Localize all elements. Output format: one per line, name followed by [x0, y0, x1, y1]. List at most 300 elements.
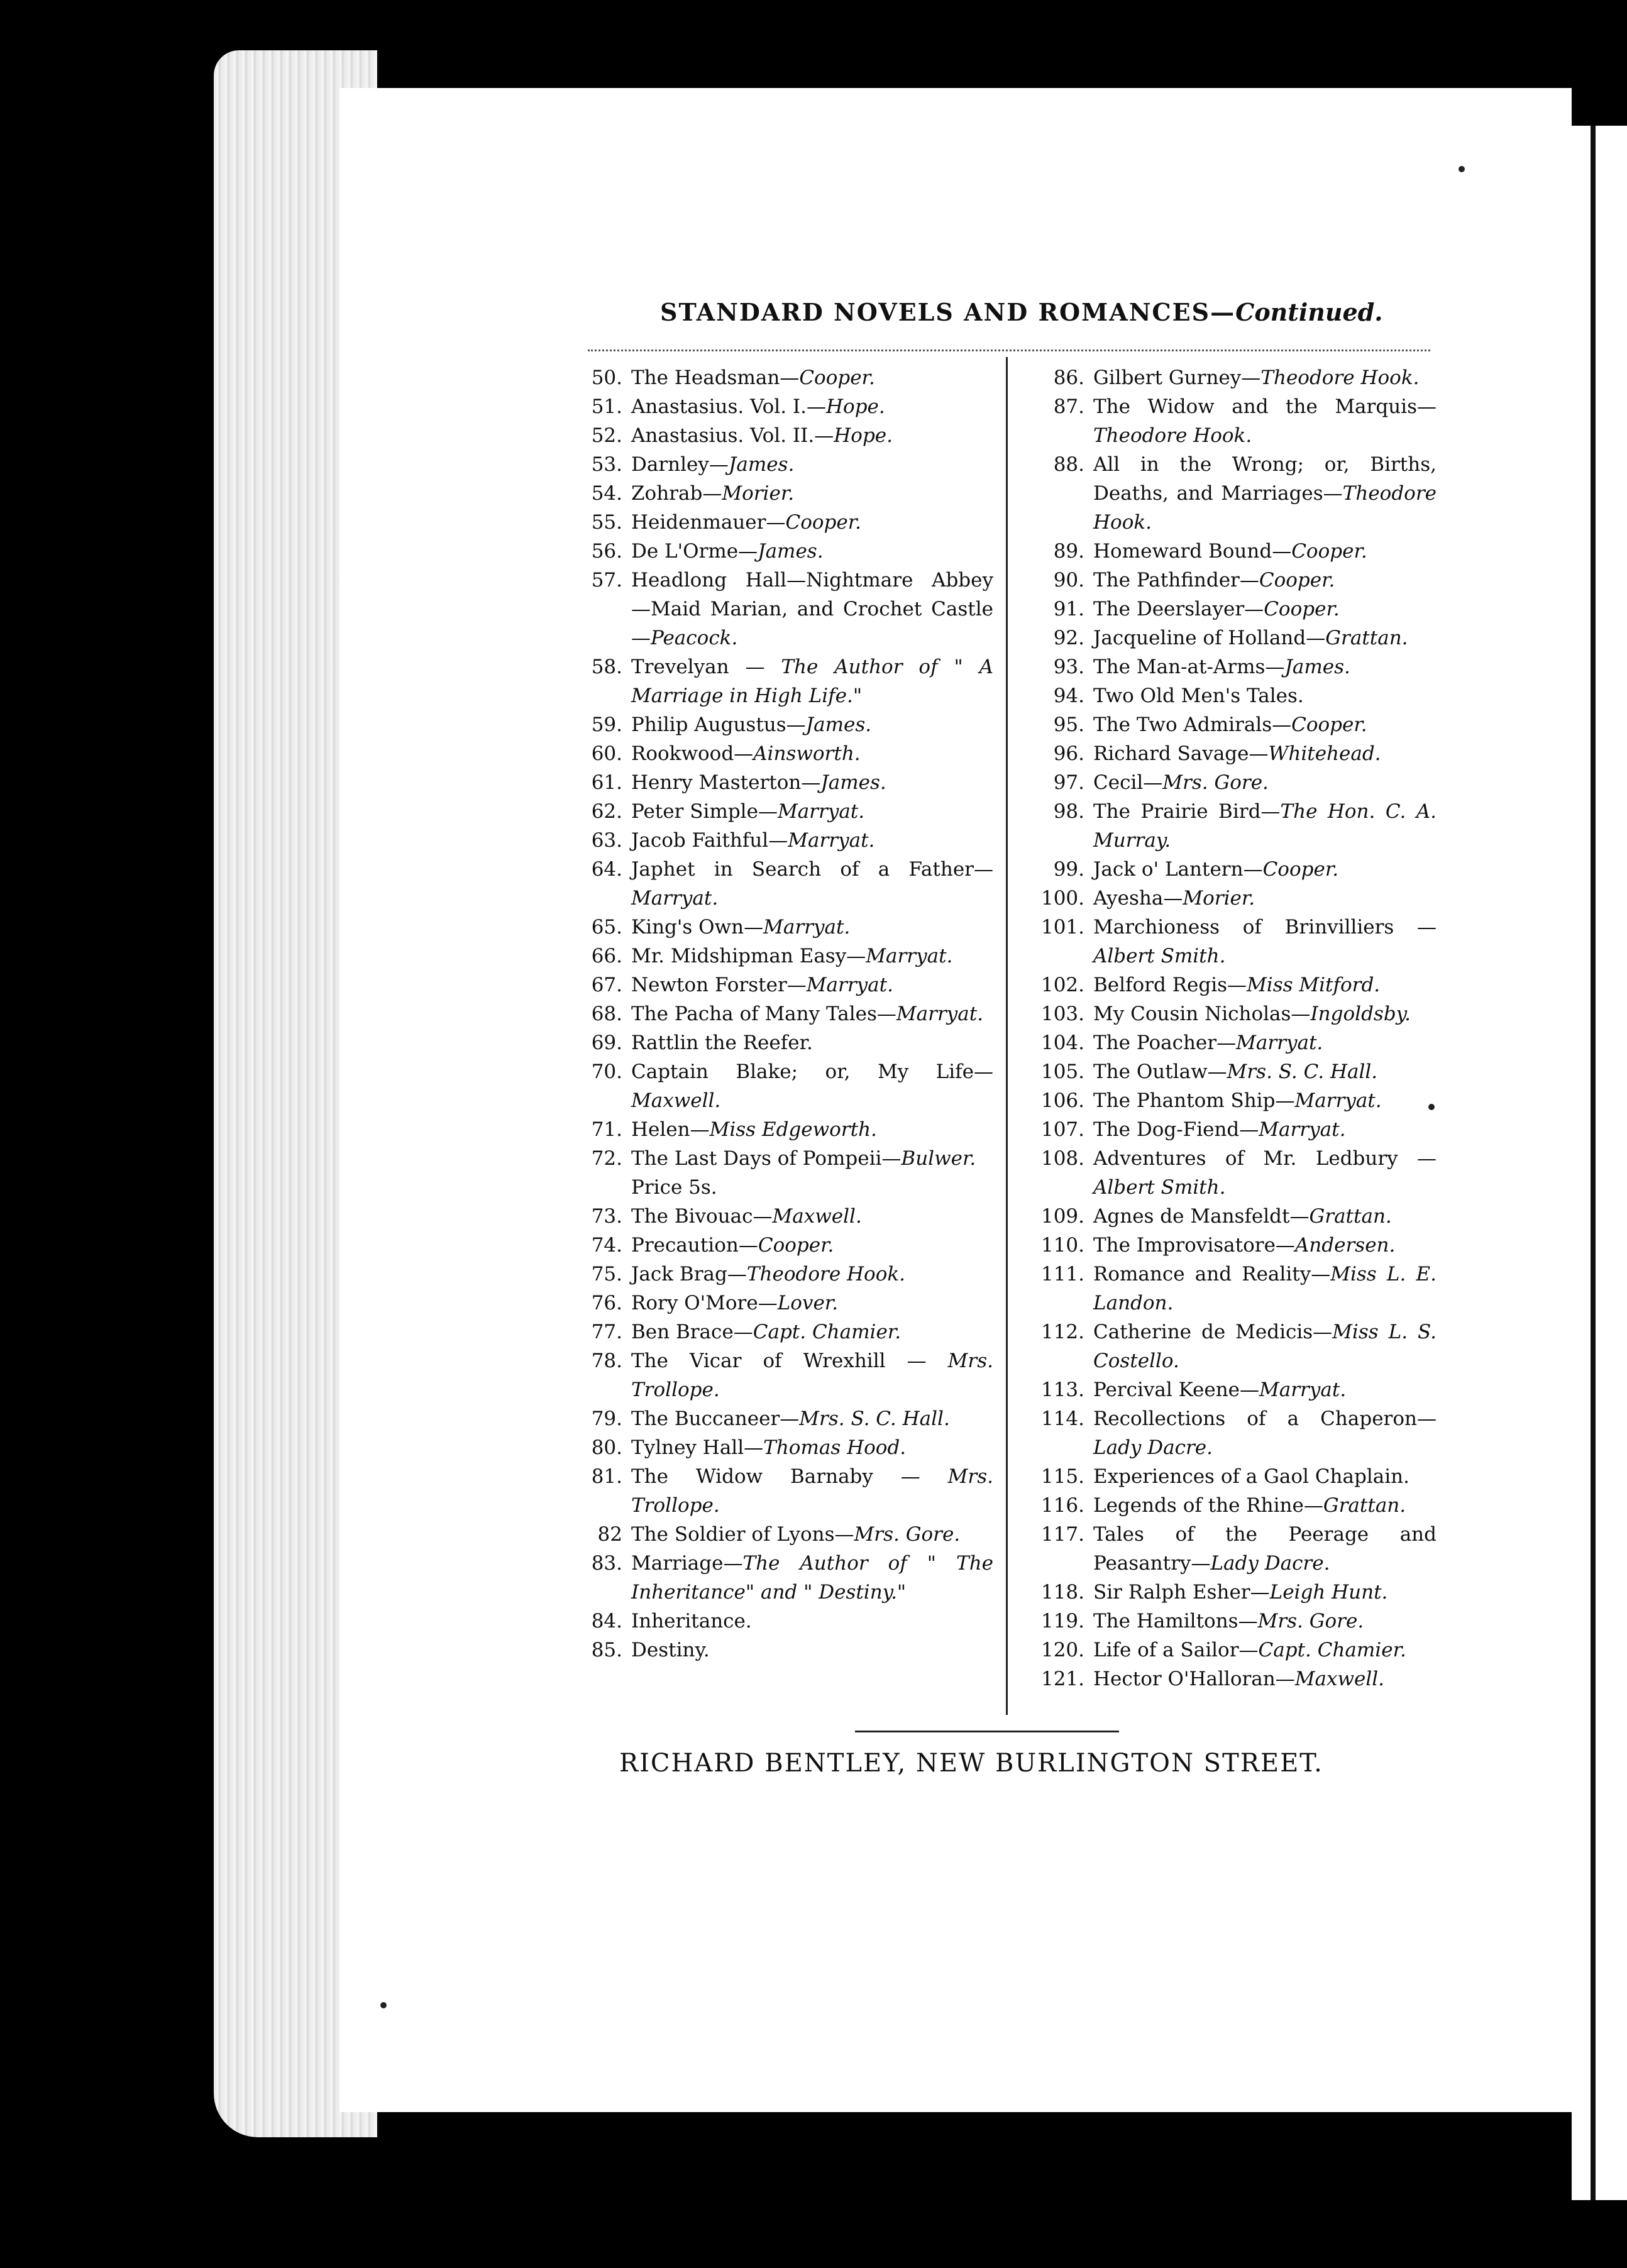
entry-title: Belford Regis—	[1093, 974, 1247, 996]
catalogue-entry	[553, 1144, 993, 1202]
entry-author: Marryat.	[763, 916, 851, 939]
entry-author: Albert Smith.	[1093, 1176, 1226, 1199]
entry-number: 98.	[1053, 800, 1084, 823]
entry-title: The Outlaw—	[1093, 1060, 1227, 1083]
entry-number: 71.	[591, 1118, 622, 1141]
entry-number: 66.	[591, 945, 622, 967]
entry-title: Two Old Men's Tales.	[1093, 685, 1304, 707]
entry-title: My Cousin Nicholas—	[1093, 1003, 1311, 1025]
catalogue-entry	[553, 363, 993, 392]
entry-author: Hope.	[834, 424, 893, 447]
entry-number: 116.	[1040, 1494, 1084, 1517]
entry-number: 96.	[1053, 742, 1084, 765]
entry-number: 67.	[591, 974, 622, 996]
entry-title: Headlong Hall—Nightmare Abbey —Maid Marian, and Crochet Castle—	[631, 569, 993, 649]
page-heading	[660, 298, 1383, 326]
entry-number: 108.	[1040, 1147, 1084, 1170]
entry-text	[1093, 1491, 1437, 1520]
entry-number: 84.	[591, 1610, 622, 1632]
entry-title: The Man-at-Arms—	[1093, 656, 1285, 678]
catalogue-entry	[1003, 392, 1437, 450]
entry-author: Thomas Hood.	[763, 1436, 907, 1459]
entry-title: Anastasius. Vol. II.—	[631, 424, 834, 447]
catalogue-entry	[553, 1346, 993, 1404]
entry-author: Bulwer.	[901, 1147, 976, 1170]
entry-author: Mrs. Trollope.	[631, 1465, 993, 1517]
entry-text	[1093, 1462, 1437, 1491]
entry-number: 112.	[1040, 1321, 1084, 1343]
catalogue-entry	[553, 1231, 993, 1260]
catalogue-entry	[553, 1549, 993, 1607]
entry-title: Recollections of a Chaperon—	[1093, 1407, 1437, 1430]
catalogue-entry	[1003, 913, 1437, 971]
entry-title: The Widow and the Marquis—	[1093, 395, 1437, 418]
entry-author: Theodore Hook.	[1093, 482, 1437, 534]
entry-number: 74.	[591, 1234, 622, 1257]
entry-title: The Pacha of Many Tales—	[631, 1003, 896, 1025]
footer-rule	[855, 1731, 1119, 1732]
catalogue-entry	[553, 855, 993, 913]
entry-title: Peter Simple—	[631, 800, 778, 823]
publisher-imprint: RICHARD BENTLEY, NEW BURLINGTON STREET.	[619, 1749, 1323, 1778]
entry-text	[631, 1144, 993, 1202]
entry-author: Marryat.	[1294, 1089, 1382, 1112]
entry-text	[631, 652, 993, 710]
entry-title: Cecil—	[1093, 771, 1163, 794]
entry-title: The Hamiltons—	[1093, 1610, 1258, 1632]
entry-author: Marryat.	[777, 800, 865, 823]
entry-text	[631, 1318, 993, 1346]
entry-author: James.	[728, 453, 795, 476]
entry-author: Leigh Hunt.	[1269, 1581, 1388, 1604]
catalogue-entry	[553, 1028, 993, 1057]
entry-author: Marryat.	[631, 887, 719, 910]
entry-number: 52.	[591, 424, 622, 447]
gutter-shadow	[1591, 126, 1596, 2200]
catalogue-entry	[553, 1404, 993, 1433]
entry-title: Trevelyan —	[631, 656, 781, 678]
entry-title: Rory O'More—	[631, 1292, 778, 1314]
entry-text	[631, 913, 993, 942]
entry-author: Lover.	[777, 1292, 839, 1314]
entry-number: 94.	[1053, 685, 1084, 707]
entry-author: Marryat.	[1259, 1379, 1347, 1401]
entry-author: Marryat.	[788, 829, 875, 852]
catalogue-entry	[1003, 566, 1437, 595]
entry-text	[631, 1028, 993, 1057]
entry-text	[631, 1202, 993, 1231]
entry-text	[1093, 1665, 1437, 1693]
entry-author: James.	[1284, 656, 1350, 678]
entry-author: Theodore Hook.	[1093, 424, 1252, 447]
entry-author: Capt. Chamier.	[753, 1321, 902, 1343]
entry-number: 100.	[1040, 887, 1084, 910]
entry-number: 69.	[591, 1032, 622, 1054]
entry-text	[631, 1115, 993, 1144]
entry-number: 50.	[591, 366, 622, 389]
entry-number: 103.	[1040, 1003, 1084, 1025]
entry-author: Mrs. Trollope.	[631, 1350, 993, 1401]
catalogue-entry	[553, 652, 993, 710]
entry-text	[1093, 1520, 1437, 1578]
entry-text	[1093, 537, 1437, 566]
entry-title: Captain Blake; or, My Life—	[631, 1060, 993, 1083]
entry-number: 88.	[1053, 453, 1084, 476]
entry-author: Hope.	[826, 395, 885, 418]
entry-author: Miss Edgeworth.	[709, 1118, 877, 1141]
entry-number: 114.	[1040, 1407, 1084, 1430]
catalogue-entry	[553, 1318, 993, 1346]
entry-title: Philip Augustus—	[631, 713, 806, 736]
entry-author: Morier.	[1183, 887, 1255, 910]
entry-author: Miss L. S. Costello.	[1093, 1321, 1437, 1372]
entry-text	[631, 710, 993, 739]
entry-number: 109.	[1040, 1205, 1084, 1228]
catalogue-entry	[1003, 1144, 1437, 1202]
entry-text	[1093, 1318, 1437, 1375]
entry-text	[631, 450, 993, 479]
catalogue-entry	[553, 1057, 993, 1115]
catalogue-entry	[1003, 450, 1437, 537]
catalogue-entry	[1003, 797, 1437, 855]
entry-text	[1093, 1028, 1437, 1057]
catalogue-entry	[553, 392, 993, 421]
entry-text	[1093, 681, 1437, 710]
entry-author: Marryat.	[866, 945, 953, 967]
entry-number: 59.	[591, 713, 622, 736]
entry-number: 107.	[1040, 1118, 1084, 1141]
catalogue-entry	[553, 768, 993, 797]
catalogue-entry	[1003, 595, 1437, 624]
entry-title: Marchioness of Brinvilliers —	[1093, 916, 1437, 939]
entry-title: All in the Wrong; or, Births, Deaths, and Marriages—	[1093, 453, 1437, 505]
entry-title: Henry Masterton—	[631, 771, 821, 794]
right-column	[1003, 363, 1437, 1693]
entry-text	[1093, 971, 1437, 999]
catalogue-entry	[553, 797, 993, 826]
entry-number: 85.	[591, 1639, 622, 1661]
entry-number: 115.	[1040, 1465, 1084, 1488]
entry-author: Cooper.	[799, 366, 875, 389]
entry-title: Newton Forster—	[631, 974, 807, 996]
catalogue-entry	[553, 999, 993, 1028]
catalogue-entry	[553, 1115, 993, 1144]
entry-text	[1093, 624, 1437, 652]
entry-author: Cooper.	[1291, 713, 1367, 736]
entry-text	[631, 739, 993, 768]
catalogue-entry	[1003, 1665, 1437, 1693]
entry-author: Ingoldsby.	[1310, 1003, 1411, 1025]
entry-author: Theodore Hook.	[746, 1263, 906, 1285]
entry-title: Jack Brag—	[631, 1263, 747, 1285]
entry-text	[1093, 1202, 1437, 1231]
entry-title: Rattlin the Reefer.	[631, 1032, 813, 1054]
catalogue-entry	[553, 1636, 993, 1665]
catalogue-entry	[1003, 1520, 1437, 1578]
entry-number: 117.	[1040, 1523, 1084, 1546]
entry-title: Destiny.	[631, 1639, 710, 1661]
entry-title: Tylney Hall—	[631, 1436, 764, 1459]
entry-text	[1093, 999, 1437, 1028]
entry-author: The Author of " The Inheritance" and " Destiny."	[631, 1552, 993, 1604]
entry-text	[1093, 652, 1437, 681]
entry-number: 65.	[591, 916, 622, 939]
catalogue-entry	[553, 1462, 993, 1520]
catalogue-entry	[1003, 652, 1437, 681]
catalogue-entry	[1003, 971, 1437, 999]
entry-author: Whitehead.	[1268, 742, 1381, 765]
entry-number: 97.	[1053, 771, 1084, 794]
entry-text	[631, 826, 993, 855]
catalogue-entry	[1003, 884, 1437, 913]
entry-title: The Poacher—	[1093, 1032, 1237, 1054]
entry-number: 81.	[591, 1465, 622, 1488]
catalogue-entry	[553, 1433, 993, 1462]
entry-title: Legends of the Rhine—	[1093, 1494, 1323, 1517]
entry-text	[631, 1231, 993, 1260]
entry-number: 56.	[591, 540, 622, 563]
entry-text	[631, 855, 993, 913]
entry-text	[1093, 739, 1437, 768]
catalogue-entry	[1003, 363, 1437, 392]
entry-number: 121.	[1040, 1668, 1084, 1690]
entry-title: Jacqueline of Holland—	[1093, 627, 1326, 649]
entry-text	[631, 508, 993, 537]
entry-number: 113.	[1040, 1379, 1084, 1401]
entry-title: Zohrab—	[631, 482, 722, 505]
catalogue-entry	[1003, 624, 1437, 652]
entry-text	[631, 1636, 993, 1665]
entry-title: Jack o' Lantern—	[1093, 858, 1263, 881]
catalogue-entry	[1003, 681, 1437, 710]
catalogue-entry	[1003, 1578, 1437, 1607]
catalogue-entry	[1003, 1202, 1437, 1231]
catalogue-entry	[1003, 1057, 1437, 1086]
catalogue-entry	[1003, 855, 1437, 884]
entry-text	[1093, 1231, 1437, 1260]
entry-text	[1093, 1144, 1437, 1202]
entry-number: 62.	[591, 800, 622, 823]
catalogue-entry	[1003, 1462, 1437, 1491]
heading-suffix: Continued.	[1235, 298, 1383, 326]
entry-author: The Author of " A Marriage in High Life."	[631, 656, 993, 707]
entry-author: Capt. Chamier.	[1258, 1639, 1406, 1661]
entry-title: Catherine de Medicis—	[1093, 1321, 1333, 1343]
entry-author: Ainsworth.	[753, 742, 861, 765]
entry-author: Grattan.	[1323, 1494, 1406, 1517]
entry-text	[1093, 1578, 1437, 1607]
entry-number: 82	[597, 1523, 622, 1546]
entry-title: The Buccaneer—	[631, 1407, 800, 1430]
entry-number: 68.	[591, 1003, 622, 1025]
entry-number: 72.	[591, 1147, 622, 1170]
entry-title: Agnes de Mansfeldt—	[1093, 1205, 1310, 1228]
entry-price: Price 5s.	[631, 1176, 717, 1199]
entry-title: The Two Admirals—	[1093, 713, 1292, 736]
entry-author: Albert Smith.	[1093, 945, 1226, 967]
entry-text	[631, 971, 993, 999]
catalogue-entry	[1003, 1375, 1437, 1404]
entry-author: Cooper.	[1291, 540, 1367, 563]
catalogue-entry	[1003, 710, 1437, 739]
catalogue-entry	[1003, 1404, 1437, 1462]
entry-title: Heidenmauer—	[631, 511, 786, 534]
entry-title: Percival Keene—	[1093, 1379, 1259, 1401]
entry-text	[631, 1260, 993, 1289]
entry-text	[1093, 884, 1437, 913]
entry-author: James.	[805, 713, 872, 736]
entry-number: 78.	[591, 1350, 622, 1372]
entry-number: 92.	[1053, 627, 1084, 649]
catalogue-entry	[1003, 1115, 1437, 1144]
entry-title: The Pathfinder—	[1093, 569, 1259, 592]
entry-author: Cooper.	[1259, 569, 1335, 592]
catalogue-entry	[553, 826, 993, 855]
entry-number: 90.	[1053, 569, 1084, 592]
entry-number: 93.	[1053, 656, 1084, 678]
entry-text	[1093, 797, 1437, 855]
facing-page	[1572, 126, 1627, 2200]
catalogue-entry	[1003, 739, 1437, 768]
entry-author: Grattan.	[1309, 1205, 1392, 1228]
entry-author: Miss L. E. Landon.	[1093, 1263, 1437, 1314]
entry-author: Maxwell.	[772, 1205, 862, 1228]
catalogue-entry	[553, 1607, 993, 1636]
entry-title: Richard Savage—	[1093, 742, 1269, 765]
entry-text	[631, 1462, 993, 1520]
catalogue-entry	[553, 1520, 993, 1549]
entry-title: Inheritance.	[631, 1610, 752, 1632]
entry-number: 83.	[591, 1552, 622, 1575]
entry-number: 51.	[591, 395, 622, 418]
entry-title: The Soldier of Lyons—	[631, 1523, 854, 1546]
entry-title: The Prairie Bird—	[1093, 800, 1281, 823]
catalogue-entry	[1003, 1491, 1437, 1520]
entry-author: Mrs. Gore.	[854, 1523, 961, 1546]
catalogue-entry	[1003, 1231, 1437, 1260]
entry-author: Maxwell.	[631, 1089, 721, 1112]
entry-text	[631, 1346, 993, 1404]
entry-number: 61.	[591, 771, 622, 794]
entry-author: Mrs. S. C. Hall.	[799, 1407, 950, 1430]
entry-text	[631, 479, 993, 508]
entry-author: James.	[820, 771, 886, 794]
entry-title: The Bivouac—	[631, 1205, 773, 1228]
entry-text	[631, 999, 993, 1028]
entry-title: King's Own—	[631, 916, 764, 939]
catalogue-entry	[553, 421, 993, 450]
entry-title: The Vicar of Wrexhill —	[631, 1350, 948, 1372]
catalogue-entry	[1003, 537, 1437, 566]
catalogue-entry	[553, 566, 993, 652]
entry-author: Mrs. Gore.	[1162, 771, 1269, 794]
entry-text	[1093, 1115, 1437, 1144]
entry-number: 77.	[591, 1321, 622, 1343]
entry-number: 80.	[591, 1436, 622, 1459]
entry-title: Jacob Faithful—	[631, 829, 788, 852]
entry-text	[631, 1520, 993, 1549]
entry-number: 106.	[1040, 1089, 1084, 1112]
entry-author: Lady Dacre.	[1210, 1552, 1330, 1575]
entry-text	[631, 1289, 993, 1318]
entry-author: Grattan.	[1325, 627, 1408, 649]
entry-number: 95.	[1053, 713, 1084, 736]
entry-text	[631, 942, 993, 971]
entry-number: 87.	[1053, 395, 1084, 418]
entry-title: Helen—	[631, 1118, 710, 1141]
entry-title: The Widow Barnaby —	[631, 1465, 948, 1488]
entry-number: 58.	[591, 656, 622, 678]
entry-text	[1093, 1375, 1437, 1404]
catalogue-entry	[553, 450, 993, 479]
entry-text	[1093, 710, 1437, 739]
entry-title: Life of a Sailor—	[1093, 1639, 1259, 1661]
entry-author: Peacock.	[651, 627, 738, 649]
entry-number: 104.	[1040, 1032, 1084, 1054]
entry-text	[631, 421, 993, 450]
entry-number: 53.	[591, 453, 622, 476]
entry-text	[1093, 363, 1437, 392]
entry-text	[631, 768, 993, 797]
entry-author: Cooper.	[785, 511, 861, 534]
print-speck	[1428, 1104, 1435, 1110]
catalogue-entry	[1003, 1607, 1437, 1636]
entry-author: Andersen.	[1294, 1234, 1396, 1257]
entry-title: Sir Ralph Esher—	[1093, 1581, 1270, 1604]
entry-text	[1093, 1636, 1437, 1665]
entry-title: Gilbert Gurney—	[1093, 366, 1261, 389]
heading-rule	[588, 350, 1430, 351]
entry-number: 70.	[591, 1060, 622, 1083]
entry-number: 63.	[591, 829, 622, 852]
entry-text	[1093, 1086, 1437, 1115]
catalogue-entry	[553, 1289, 993, 1318]
catalogue-entry	[553, 1260, 993, 1289]
entry-number: 111.	[1040, 1263, 1084, 1285]
entry-author: Marryat.	[896, 1003, 984, 1025]
entry-text	[631, 1404, 993, 1433]
entry-number: 110.	[1040, 1234, 1084, 1257]
entry-author: The Hon. C. A. Murray.	[1093, 800, 1437, 852]
catalogue-entry	[1003, 999, 1437, 1028]
entry-number: 79.	[591, 1407, 622, 1430]
catalogue-entry	[553, 739, 993, 768]
entry-author: Cooper.	[1262, 858, 1339, 881]
entry-number: 57.	[591, 569, 622, 592]
entry-number: 54.	[591, 482, 622, 505]
entry-text	[1093, 392, 1437, 450]
entry-title: Hector O'Halloran—	[1093, 1668, 1295, 1690]
entry-number: 105.	[1040, 1060, 1084, 1083]
catalogue-entry	[1003, 1028, 1437, 1057]
entry-text	[631, 392, 993, 421]
catalogue-entry	[553, 537, 993, 566]
entry-number: 91.	[1053, 598, 1084, 620]
entry-number: 55.	[591, 511, 622, 534]
entry-author: Lady Dacre.	[1093, 1436, 1213, 1459]
entry-author: Marryat.	[806, 974, 893, 996]
entry-title: Marriage—	[631, 1552, 743, 1575]
entry-title: Darnley—	[631, 453, 729, 476]
entry-author: Miss Mitford.	[1247, 974, 1381, 996]
catalogue-entry	[1003, 1086, 1437, 1115]
entry-author: James.	[758, 540, 824, 563]
entry-author: Marryat.	[1236, 1032, 1323, 1054]
catalogue-entry	[553, 710, 993, 739]
entry-text	[1093, 1260, 1437, 1318]
catalogue-entry	[553, 913, 993, 942]
entry-text	[631, 537, 993, 566]
